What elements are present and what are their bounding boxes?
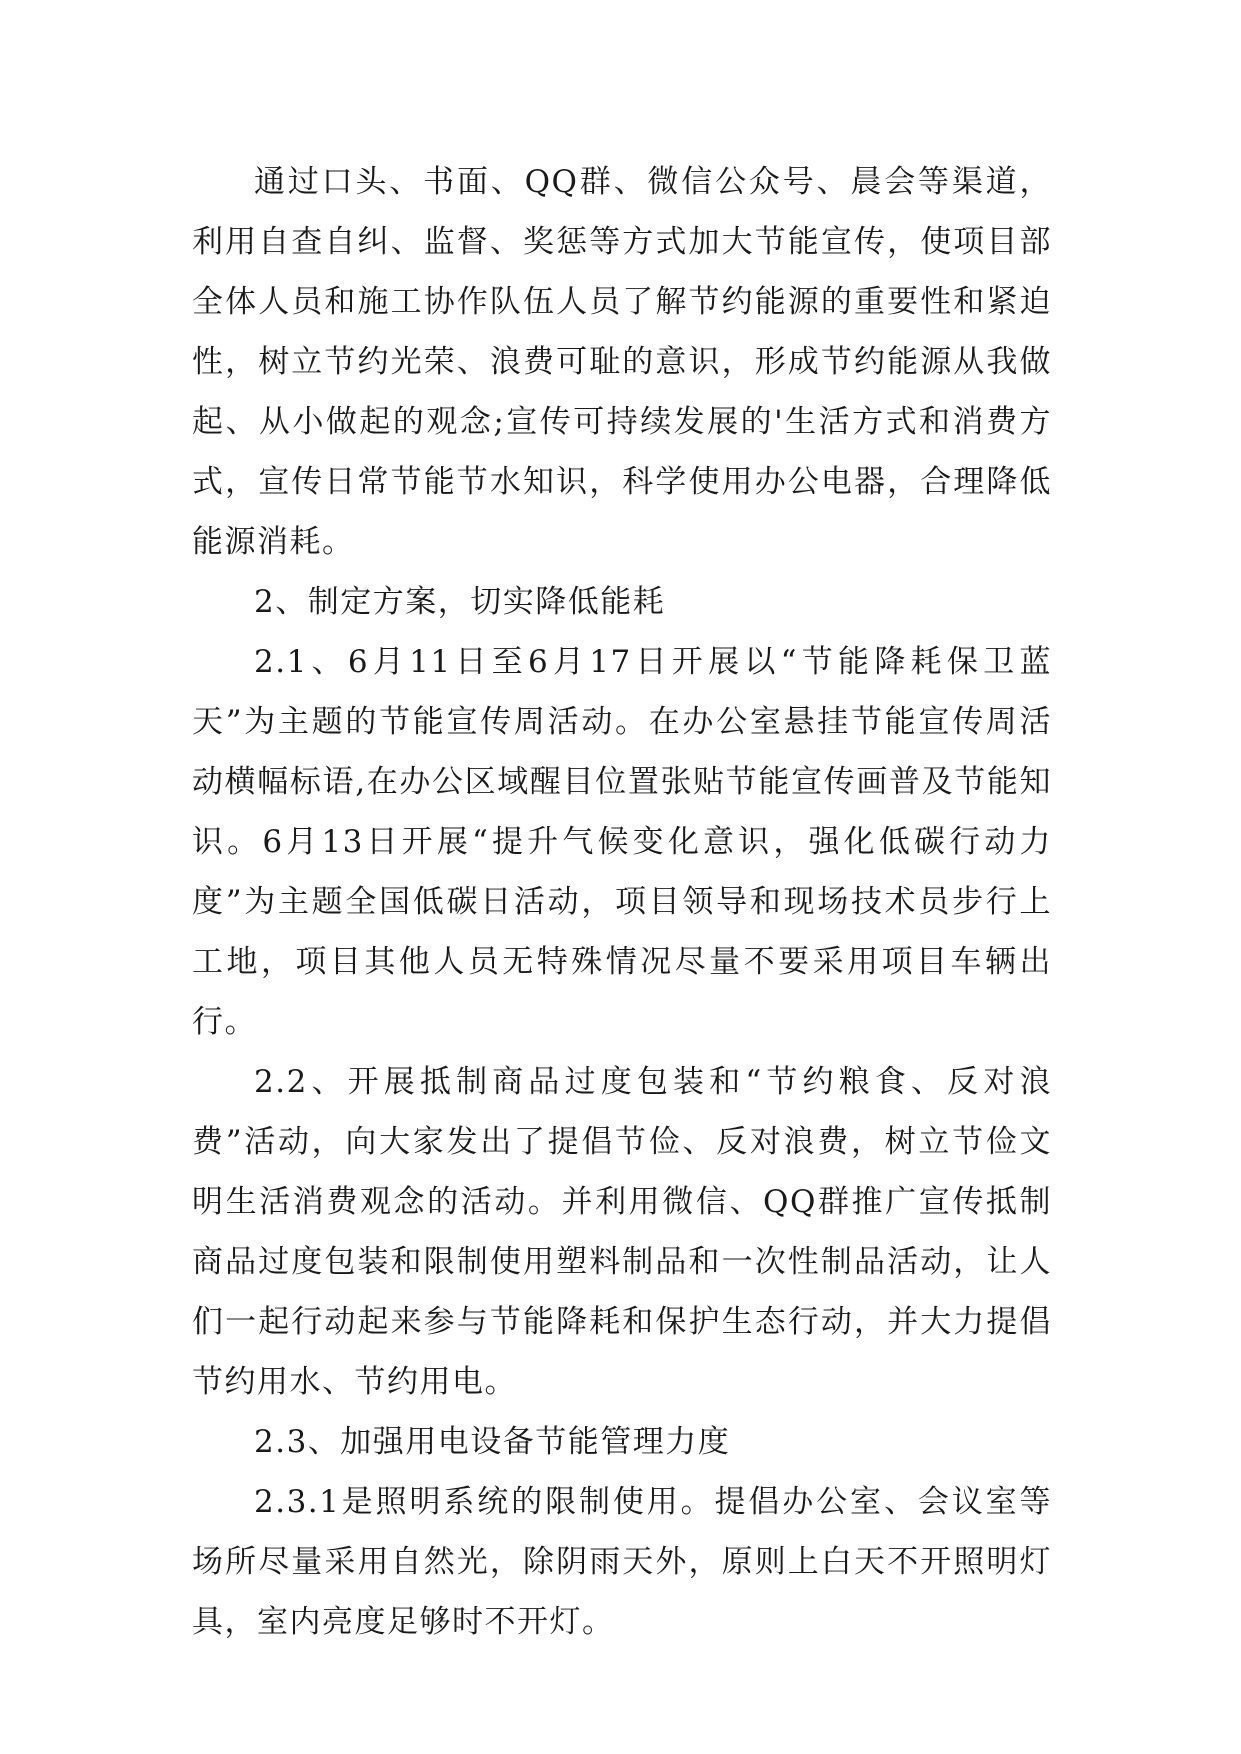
paragraph-energy-week: 2.1、6月11日至6月17日开展以“节能降耗保卫蓝天”为主题的节能宣传周活动。在办公室悬挂节能宣传周活动横幅标语,在办公区域醒目位置张贴节能宣传画普及节能知识。6月13日开展“提升气候变化意识，强化低碳行动力度”为主题全国低碳日活动，项目领导和现场技术员步行上工地，项目其他人员无特殊情况尽量不要采用项目车辆出行。 [192, 644, 1052, 1040]
section-heading-equipment: 2.3、加强用电设备节能管理力度 [254, 1424, 731, 1460]
section-heading-plan: 2、制定方案，切实降低能耗 [254, 584, 666, 620]
paragraph-lighting: 2.3.1是照明系统的限制使用。提倡办公室、会议室等场所尽量采用自然光，除阴雨天外，原则上白天不开照明灯具，室内亮度足够时不开灯。 [192, 1484, 1052, 1640]
paragraph-anti-waste: 2.2、开展抵制商品过度包装和“节约粮食、反对浪费”活动，向大家发出了提倡节俭、反对浪费，树立节俭文明生活消费观念的活动。并利用微信、QQ群推广宣传抵制商品过度包装和限制使用塑料制品和一次性制品活动，让人们一起行动起来参与节能降耗和保护生态行动，并大力提倡节约用水、节约用电。 [192, 1064, 1052, 1400]
document-body [192, 152, 1052, 1652]
paragraph-energy-publicity: 通过口头、书面、QQ群、微信公众号、晨会等渠道，利用自查自纠、监督、奖惩等方式加大节能宣传，使项目部全体人员和施工协作队伍人员了解节约能源的重要性和紧迫性，树立节约光荣、浪费可耻的意识，形成节约能源从我做起、从小做起的观念;宣传可持续发展的'生活方式和消费方式，宣传日常节能节水知识，科学使用办公电器，合理降低能源消耗。 [192, 164, 1052, 560]
